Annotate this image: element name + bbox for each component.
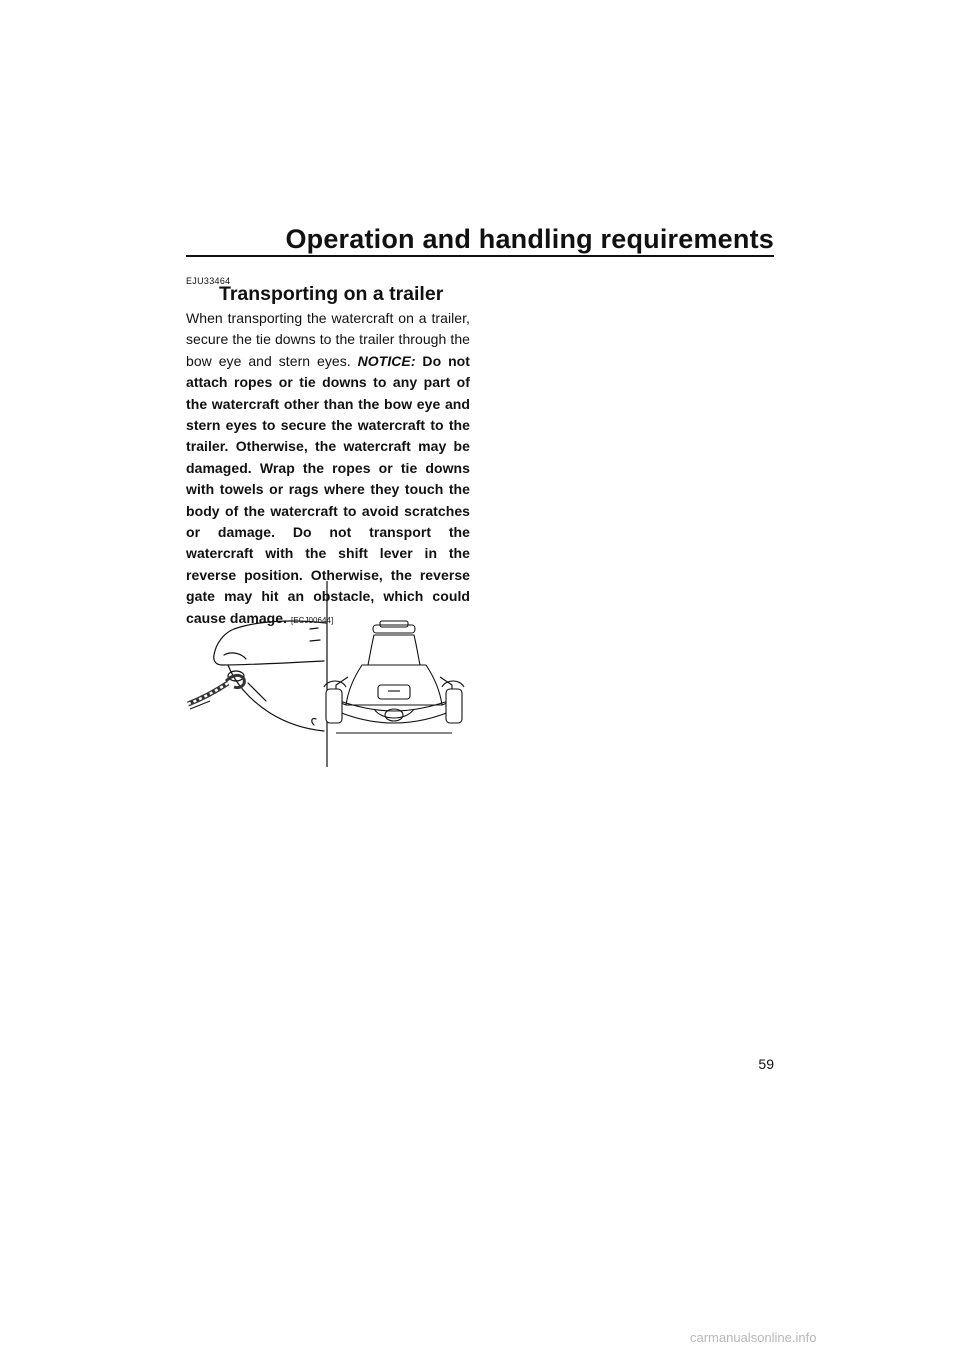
watermark: carmanualsonline.info (690, 1330, 817, 1345)
section-code: EJU33464 (186, 276, 231, 286)
trailer-tiedown-illustration (186, 581, 476, 767)
reference-code: [ECJ00644] (291, 615, 334, 625)
intro-text: When transporting the watercraft on a trailer, secure the tie downs to the trailer through the bow eye and stern eyes. (186, 310, 470, 369)
page-header-title: Operation and handling requirements (285, 224, 774, 254)
section-title: Transporting on a trailer (219, 283, 444, 305)
page-number: 59 (758, 1056, 774, 1072)
watercraft-rear-view (324, 621, 464, 733)
notice-label: NOTICE: (357, 352, 416, 369)
header-rule (186, 255, 774, 257)
notice-text: Do not attach ropes or tie downs to any part of the watercraft other than the bow eye and stern eyes to secure the watercraft to the trailer. Otherwise, the watercraft may be damaged. Wrap the ropes or tie downs with towels or rags where they touch the body of the watercraft to avoid scratches or damage. Do not transport the watercraft with the shift lever in the reverse position. Otherwise, the reverse gate may hit an obstacle, which could cause damage. (186, 352, 470, 626)
